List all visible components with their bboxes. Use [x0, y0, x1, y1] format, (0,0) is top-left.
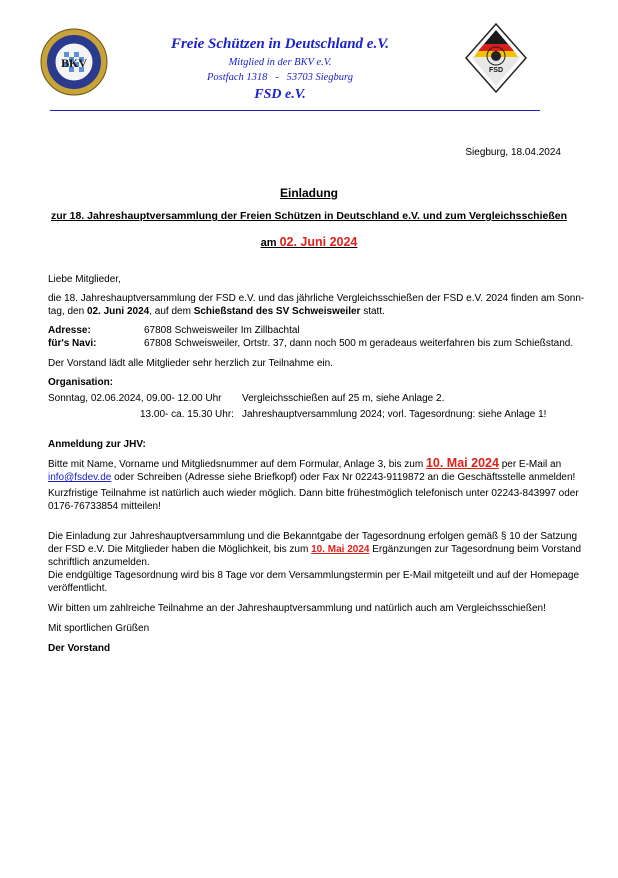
intro-text-e: statt.	[363, 306, 385, 317]
registration-line-4: 0176-76733854 mitteilen!	[48, 501, 161, 512]
schedule-row-1-desc: Vergleichsschießen auf 25 m, siehe Anlage 2.	[242, 393, 445, 404]
letterhead-address: Postfach 1318 - 53703 Siegburg	[206, 72, 353, 83]
letter-subtitle: zur 18. Jahreshauptversammlung der Freien Schützen in Deutschland e.V. und zum Vergleichsschießen	[50, 210, 567, 222]
letterhead-title: Freie Schützen in Deutschland e.V.	[170, 36, 390, 52]
agenda-line-3: schriftlich anzumelden.	[48, 557, 150, 568]
email-link[interactable]: info@fsdev.de	[48, 472, 112, 483]
intro-text-c: , auf dem	[149, 306, 191, 317]
svg-text:FSD: FSD	[489, 67, 503, 74]
intro-venue: Schießstand des SV Schweisweiler	[193, 306, 361, 317]
invite-line: Der Vorstand lädt alle Mitglieder sehr herzlich zur Teilnahme ein.	[48, 358, 333, 369]
agenda-line-2	[48, 544, 581, 556]
address-label: Adresse:	[48, 325, 91, 336]
intro-line-1: die 18. Jahreshauptversammlung der FSD e.V. und das jährliche Vergleichsschießen der FSD e.V. 2024 finden am Sonn-	[48, 293, 585, 304]
agenda-text-a: der FSD e.V. Die Mitglieder haben die Möglichkeit, bis zum	[48, 544, 309, 555]
bkv-seal-logo	[40, 28, 108, 96]
letterhead-divider	[50, 110, 540, 111]
schedule-row-2-time: 13.00- ca. 15.30 Uhr:	[140, 409, 234, 420]
fsd-diamond-logo	[464, 22, 528, 94]
agenda-line-5: veröffentlicht.	[48, 583, 108, 594]
registration-line-2	[48, 472, 575, 484]
navi-value: 67808 Schweisweiler, Ortstr. 37, dann noch 500 m geradeaus weiterfahren bis zum Schießstand.	[144, 338, 574, 349]
date-line: Siegburg, 18.04.2024	[465, 147, 561, 158]
agenda-line-1: Die Einladung zur Jahreshauptversammlung und die Bekanntgabe der Tagesordnung erfolgen gemäß § 10 der Satzung	[48, 531, 578, 542]
navi-label: für's Navi:	[48, 338, 97, 349]
closing-greeting: Mit sportlichen Grüßen	[48, 623, 150, 634]
agenda-text-b: Ergänzungen zur Tagesordnung beim Vorstand	[372, 544, 582, 555]
agenda-deadline: 10. Mai 2024	[311, 544, 370, 555]
agenda-line-4: Die endgültige Tagesordnung wird bis 8 Tage vor dem Versammlungstermin per E-Mail mitgeteilt und auf der Homepage	[48, 570, 580, 581]
organisation-label: Organisation:	[48, 377, 114, 388]
schedule-row-1-time: Sonntag, 02.06.2024, 09.00- 12.00 Uhr	[48, 393, 222, 404]
registration-line-1	[48, 457, 561, 471]
event-date-value: 02. Juni 2024	[279, 235, 358, 249]
address-value: 67808 Schweisweiler Im Zillbachtal	[144, 325, 300, 336]
registration-text-a: Bitte mit Name, Vorname und Mitgliedsnummer auf dem Formular, Anlage 3, bis zum	[48, 459, 424, 470]
registration-text-rest: oder Schreiben (Adresse siehe Briefkopf) oder Fax Nr 02243-9119872 an die Geschäftsstelle anmelden!	[114, 472, 576, 483]
closing-line: Wir bitten um zahlreiche Teilnahme an der Jahreshauptversammlung und natürlich auch am Vergleichsschießen!	[48, 603, 546, 614]
registration-line-3: Kurzfristige Teilnahme ist natürlich auch wieder möglich. Dann bitte frühestmöglich telefonisch unter 02243-843997 oder	[48, 488, 579, 499]
intro-date: 02. Juni 2024	[86, 306, 150, 317]
letterhead-member-line: Mitglied in der BKV e.V.	[228, 57, 332, 68]
event-date-prefix: am	[260, 237, 277, 249]
registration-text-b: per E-Mail an	[501, 459, 562, 470]
intro-line-2	[48, 306, 385, 318]
registration-deadline: 10. Mai 2024	[425, 456, 499, 470]
event-date-heading	[0, 236, 618, 249]
registration-label: Anmeldung zur JHV:	[48, 439, 146, 450]
letter-title: Einladung	[280, 186, 338, 200]
letterhead-org-short: FSD e.V.	[254, 87, 306, 102]
schedule-row-2-desc: Jahreshauptversammlung 2024; vorl. Tagesordnung: siehe Anlage 1!	[242, 409, 547, 420]
greeting: Liebe Mitglieder,	[48, 274, 121, 285]
signature: Der Vorstand	[48, 643, 111, 654]
svg-text:BKV: BKV	[60, 56, 88, 70]
intro-text-a: tag, den	[48, 306, 85, 317]
